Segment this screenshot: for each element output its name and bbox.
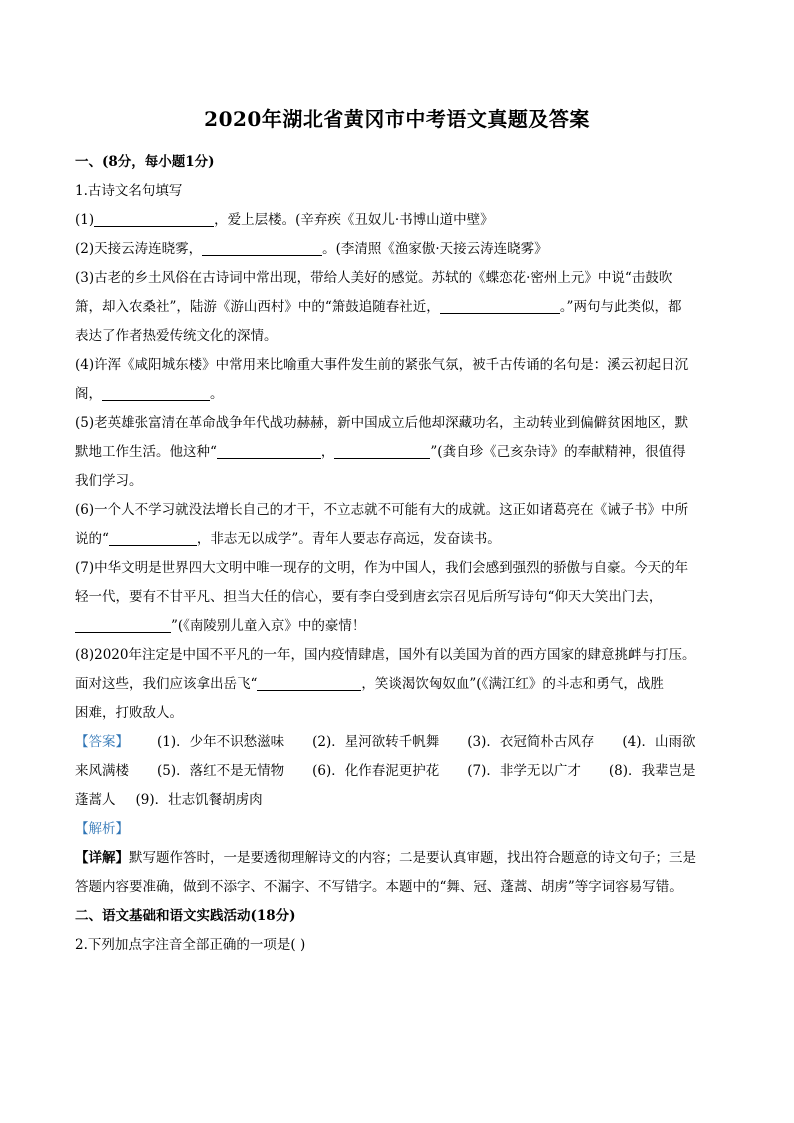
question-item-7-cont: ”(《南陵别儿童入京》中的豪情！ [75, 612, 720, 641]
answer-blank [109, 529, 197, 546]
question-item-8-cont: 困难，打败敌人。 [75, 705, 183, 721]
question-item-5-cont: 我们学习。 [75, 473, 143, 489]
question-item-5: (5)老英雄张富清在革命战争年代战功赫赫，新中国成立后他却深藏功名，主动转业到偏僻贫困地区，默 [75, 415, 689, 431]
question-item-6-cont: 说的“ ，非志无以成学”。青年人要志存高远，发奋读书。 [75, 531, 501, 547]
question-item-7-cont: 轻一代，要有不甘平凡、担当大任的信心，要有李白受到唐玄宗召见后所写诗句“仰天大笑出门去， [75, 589, 663, 605]
question-item-3-cont: 箫，却入农桑社”，陆游《游山西村》中的“箫鼓追随春社近， 。”两句与此类似，都 [75, 299, 682, 315]
answer-blank [102, 384, 210, 401]
analysis-detail: 【详解】默写题作答时，一是要透彻理解诗文的内容；二是要认真审题，找出符合题意的诗文句子；三是 [75, 850, 696, 866]
answer-blank [440, 297, 560, 314]
question-item-7: (7)中华文明是世界四大文明中唯一现存的文明，作为中国人，我们会感到强烈的骄傲与自豪。今天的年 [75, 560, 689, 576]
question-item-3-cont: 表达了作者热爱传统文化的深情。 [75, 328, 278, 344]
answer-blank [257, 674, 361, 691]
question-item-4-cont: 阁， 。 [75, 386, 224, 402]
question-item-8-cont: 面对这些，我们应该拿出岳飞“ ，笑谈渴饮匈奴血”(《满江红》的斗志和勇气，战胜 [75, 676, 664, 692]
answer-blank [75, 616, 171, 633]
answer-line-2: 来风满楼 (5)．落红不是无情物 (6)．化作春泥更护花 (7)．非学无以广才 (8)．我辈岂是 [75, 763, 696, 779]
answer-tag: 【答案】 [75, 734, 129, 750]
question-stem: 2.下列加点字注音全部正确的一项是( ) [75, 937, 306, 953]
answer-line-3: 蓬蒿人 (9)．壮志饥餐胡虏肉 [75, 792, 263, 808]
answer-line-1: 【答案】 (1)．少年不识愁滋味 (2)．星河欲转千帆舞 (3)．衣冠简朴古风存 (4)．山雨欲 [75, 734, 696, 750]
question-item-4: (4)许浑《咸阳城东楼》中常用来比喻重大事件发生前的紧张气氛，被千古传诵的名句是：溪云初起日沉 [75, 357, 689, 373]
question-item-8: (8)2020年注定是中国不平凡的一年，国内疫情肆虐，国外有以美国为首的西方国家的肆意挑衅与打压。 [75, 647, 696, 663]
question-item-3: (3)古老的乡土风俗在古诗词中常出现，带给人美好的感觉。苏轼的《蝶恋花·密州上元》中说“击鼓吹 [75, 270, 673, 286]
question-item-5-cont: 默地工作生活。他这种“ ， ”(龚自珍《己亥杂诗》的奉献精神，很值得 [75, 444, 686, 460]
answer-blank [94, 210, 214, 227]
analysis-tag: 【解析】 [75, 821, 129, 837]
section-heading: 二、语文基础和语文实践活动(18分) [75, 908, 296, 924]
question-item-2: (2)天接云涛连晓雾， 。(李清照《渔家傲·天接云涛连晓雾》 [75, 241, 548, 257]
question-item-1: (1) ，爱上层楼。(辛弃疾《丑奴儿·书博山道中壁》 [75, 212, 494, 228]
document-body [75, 148, 720, 960]
answer-blank [334, 442, 430, 459]
analysis-detail-cont: 答题内容要准确，做到不添字、不漏字、不写错字。本题中的“舞、冠、蓬蒿、胡虏”等字词容易写错。 [75, 879, 683, 895]
answer-blank [217, 442, 321, 459]
question-item-6: (6)一个人不学习就没法增长自己的才干，不立志就不可能有大的成就。这正如诸葛亮在《诫子书》中所 [75, 502, 689, 518]
section-heading: 一、(8分，每小题1分) [75, 154, 215, 170]
question-stem: 1.古诗文名句填写 [75, 183, 183, 199]
page-title: 2020年湖北省黄冈市中考语文真题及答案 [204, 107, 590, 131]
answer-blank [202, 239, 322, 256]
